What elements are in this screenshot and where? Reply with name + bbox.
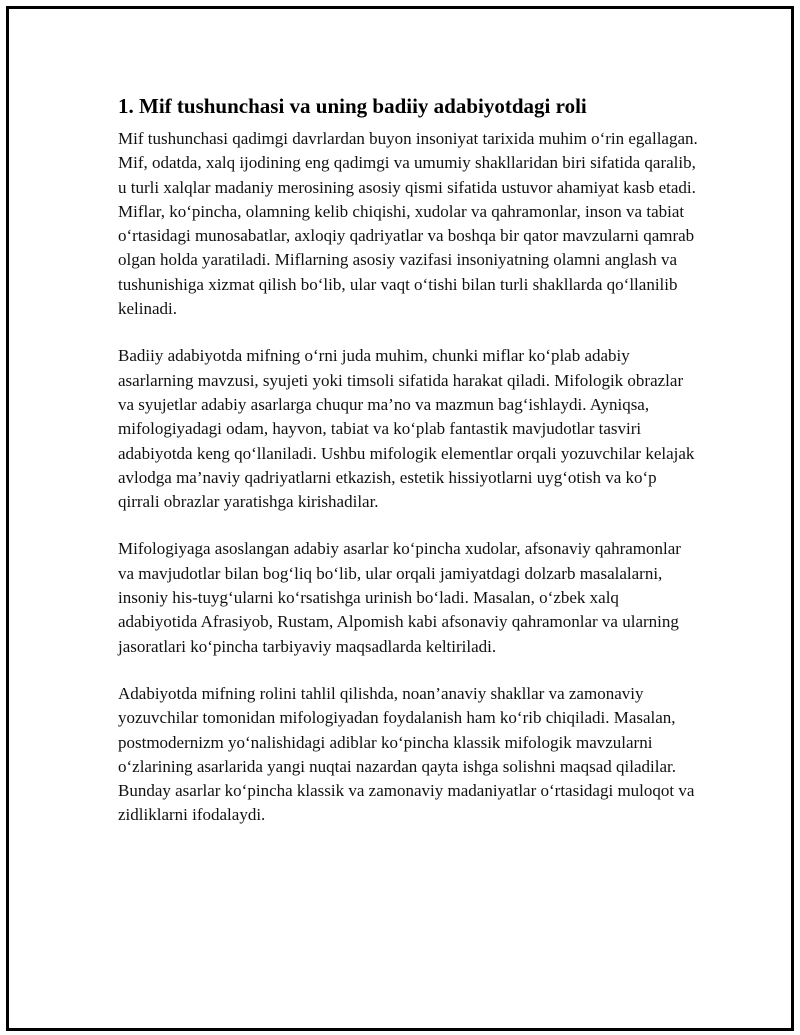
paragraph-1: Mif tushunchasi qadimgi davrlardan buyon insoniyat tarixida muhim o‘rin egallagan. Mif, odatda, xalq ijodining eng qadimgi va umumiy shakllaridan biri sifatida qaralib, u turli xalqlar madaniy merosining asosiy qismi sifatida ustuvor ahamiyat kasb etadi. Miflar, ko‘pincha, olamning kelib chiqishi, xudolar va qahramonlar, inson va tabiat o‘rtasidagi munosabatlar, axloqiy qadriyatlar va boshqa bir qator mavzularni qamrab olgan holda yaratiladi. Miflarning asosiy vazifasi insoniyatning olamni anglash va tushunishiga xizmat qilish bo‘lib, ular vaqt o‘tishi bilan turli shakllarda qo‘llanilib kelinadi. bbox=[118, 129, 698, 319]
paragraph-4: Adabiyotda mifning rolini tahlil qilishda, noan’anaviy shakllar va zamonaviy yozuvchilar tomonidan mifologiyadan foydalanish ham ko‘rib chiqiladi. Masalan, postmodernizm yo‘nalishidagi adiblar ko‘pincha klassik mifologik mavzularni o‘zlarining asarlarida yangi nuqtai nazardan qayta ishga solishni maqsad qiladilar. Bunday asarlar ko‘pincha klassik va zamonaviy madaniyatlar o‘rtasidagi muloqot va zidliklarni ifodalaydi. bbox=[118, 683, 695, 825]
paragraph-2: Badiiy adabiyotda mifning o‘rni juda muhim, chunki miflar ko‘plab adabiy asarlarning mavzusi, syujeti yoki timsoli sifatida harakat qiladi. Mifologik obrazlar va syujetlar adabiy asarlarga chuqur ma’no va mazmun bag‘ishlaydi. Ayniqsa, mifologiyadagi odam, hayvon, tabiat va ko‘plab fantastik mavjudotlar tasviri adabiyotda keng qo‘llaniladi. Ushbu mifologik elementlar orqali yozuvchilar kelajak avlodga ma’naviy qadriyatlarni etkazish, estetik hissiyotlarni uyg‘otish va ko‘p qirrali obrazlar yaratishga kirishadilar. bbox=[118, 346, 695, 512]
document-body bbox=[118, 92, 698, 851]
paragraph-3: Mifologiyaga asoslangan adabiy asarlar ko‘pincha xudolar, afsonaviy qahramonlar va mavjudotlar bilan bog‘liq bo‘lib, ular orqali jamiyatdagi dolzarb masalalarni, insoniy his-tuyg‘ularni ko‘rsatishga urinish bo‘ladi. Masalan, o‘zbek xalq adabiyotida Afrasiyob, Rustam, Alpomish kabi afsonaviy qahramonlar va ularning jasoratlari ko‘pincha tarbiyaviy maqsadlarda keltiriladi. bbox=[118, 539, 681, 656]
section-heading: 1. Mif tushunchasi va uning badiiy adabiyotdagi roli bbox=[118, 94, 587, 118]
